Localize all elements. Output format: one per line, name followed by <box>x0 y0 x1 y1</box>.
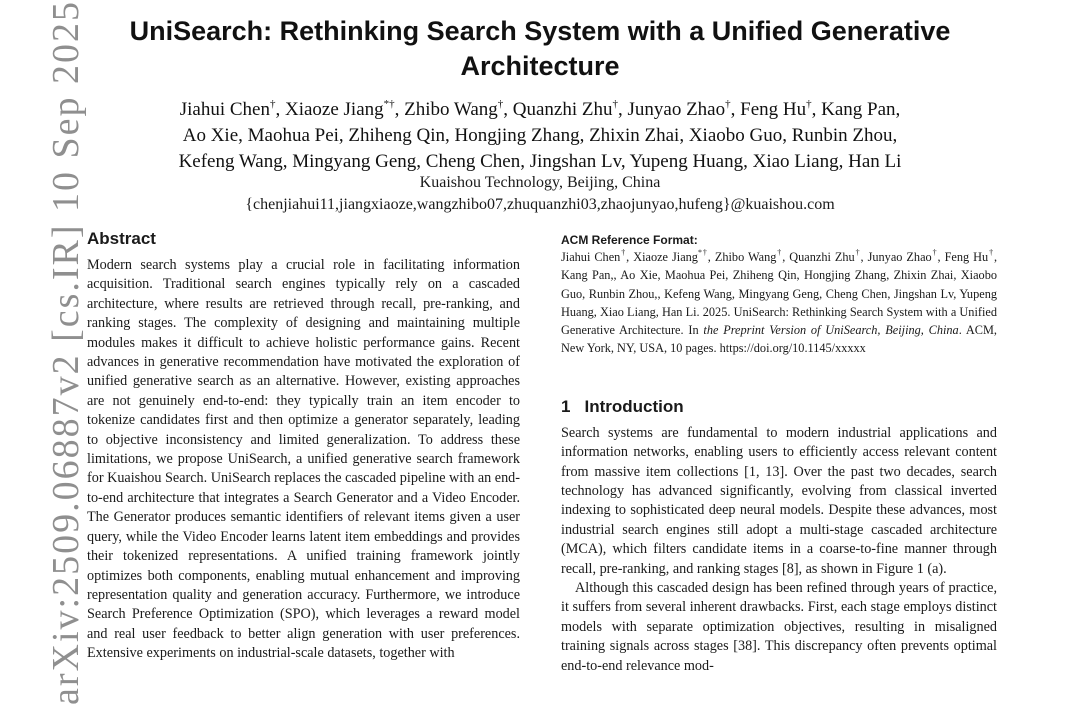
left-column <box>87 228 520 706</box>
author-name: Jiahui Chen† <box>179 98 276 120</box>
section-number: 1 <box>561 396 571 416</box>
acm-reference-heading: ACM Reference Format: <box>561 233 698 247</box>
author-name: Quanzhi Zhu† <box>512 98 618 120</box>
arxiv-identifier-text: arXiv:2509.06887v2 [cs.IR] 10 Sep 2025 <box>45 0 87 705</box>
author-footnote-mark: † <box>725 98 731 110</box>
arxiv-identifier-stamp <box>2 0 87 705</box>
author-name: Runbin Zhou <box>791 125 893 146</box>
section-title: Introduction <box>584 396 684 416</box>
author-name: Cheng Chen <box>425 151 521 172</box>
author-footnote-mark: *† <box>383 98 395 110</box>
introduction-paragraph: Search systems are fundamental to modern industrial applications and information networks, enabling users to efficiently access relevant content from massive item collections [1, 13]. Over the past two decades, search technology has advanced significantly, evolving from classical inverted indexing to sophisticated deep neural models. Despite these advances, most industrial search engines still adopt a multi-stage cascaded architecture (MCA), which filters candidate items in a coarse-to-fine manner through recall, pre-ranking, and ranking stages [8], as shown in Figure 1 (a). <box>561 424 997 577</box>
author-name: Jingshan Lv <box>529 151 621 172</box>
author-name: Kefeng Wang <box>178 151 283 172</box>
introduction-paragraph: Although this cascaded design has been refined through years of practice, it suffers from several inherent drawbacks. First, each stage employs distinct models with separate optimization objectives, resulting in misaligned training signals across stages [38]. This discrepancy often prevents optimal end-to-end relevance mod- <box>561 580 997 674</box>
author-name: Ao Xie <box>182 125 239 146</box>
author-name: Junyao Zhao† <box>627 98 731 120</box>
right-column <box>561 232 997 694</box>
author-name: Yupeng Huang <box>629 151 744 172</box>
introduction-body <box>561 424 997 694</box>
author-name: Xiaobo Guo <box>688 125 783 146</box>
author-name: Xiaoze Jiang*† <box>284 98 395 120</box>
author-footnote-mark: † <box>806 98 812 110</box>
author-name: Maohua Pei <box>247 125 339 146</box>
acm-reference-venue: the Preprint Version of UniSearch, Beijing, China <box>703 323 959 338</box>
affiliation: Kuaishou Technology, Beijing, China <box>419 174 661 191</box>
author-name: Zhiheng Qin <box>348 125 445 146</box>
author-footnote-mark: † <box>269 98 276 110</box>
abstract-heading: Abstract <box>87 229 156 248</box>
acm-reference-body <box>561 248 997 358</box>
author-list: Jiahui Chen†, Xiaoze Jiang*†, Zhibo Wang†, Quanzhi Zhu†, Junyao Zhao†, Feng Hu†, Kang Pan, Ao Xie, Maohua Pei, Zhiheng Qin, Hongjing Zhang, Zhixin Zhai, Xiaobo Guo, Runbin Zhou, Kefeng Wang, Mingyang Geng, Cheng Chen, Jingshan Lv, Yupeng Huang, Xiao Liang, Han Li <box>178 98 902 172</box>
author-name: Zhixin Zhai <box>589 125 680 146</box>
acm-reference-authors: Jiahui Chen†, Xiaoze Jiang*†, Zhibo Wang†, Quanzhi Zhu†, Junyao Zhao†, Feng Hu†, Kang Pan,, Ao Xie, Maohua Pei, Zhiheng Qin, Hongjing Zhang, Zhixin Zhai, Xiaobo Guo, Runbin Zhou,, Kefeng Wang, Mingyang Geng, Cheng Chen, Jingshan Lv, Yupeng Huang, Xiao Liang, Han Li. 2025. UniSearch: Rethinking Search System with a Unified Generative Architecture. In <box>561 248 998 338</box>
author-name: Hongjing Zhang <box>454 125 580 146</box>
author-name: Xiao Liang <box>752 151 839 172</box>
author-name: Feng Hu† <box>740 98 812 120</box>
paper-title: UniSearch: Rethinking Search System with a Unified Generative Architecture <box>129 16 951 81</box>
author-name: Han Li <box>848 151 902 172</box>
abstract-body: Modern search systems play a crucial role in facilitating information acquisition. Traditional search engines typically rely on a cascaded architecture, where results are retrieved through recall, pre-ranking, and ranking stages. The complexity of designing and maintaining multiple modules makes it difficult to achieve holistic performance gains. Recent advances in generative recommendation have motivated the exploration of unified generative search as an alternative. However, existing approaches are not genuinely end-to-end: they typically train an item encoder to tokenize candidates first and then optimize a generator separately, leading to objective inconsistency and limited generalization. To address these limitations, we propose UniSearch, a unified generative search framework for Kuaishou Search. UniSearch replaces the cascaded pipeline with an end-to-end architecture that integrates a Search Generator and a Video Encoder. The Generator produces semantic identifiers of relevant items given a user query, while the Video Encoder learns latent item embeddings and provides their tokenized representations. A unified training framework jointly optimizes both components, enabling mutual enhancement and improving representation quality and generation accuracy. Furthermore, we introduce Search Preference Optimization (SPO), which leverages a reward model and real user feedback to better align generation with user preferences. Extensive experiments on industrial-scale datasets, together with <box>87 257 520 662</box>
acm-reference-tail: . ACM, New York, NY, USA, 10 pages. https://doi.org/10.1145/xxxxx <box>561 323 997 356</box>
author-footnote-mark: † <box>497 98 504 110</box>
introduction-heading <box>561 396 997 418</box>
author-footnote-mark: † <box>612 98 618 110</box>
author-name: Mingyang Geng <box>292 151 417 172</box>
author-name: Zhibo Wang† <box>404 98 504 120</box>
author-name: Kang Pan <box>821 99 896 120</box>
author-emails: {chenjiahui11,jiangxiaoze,wangzhibo07,zhuquanzhi03,zhaojunyao,hufeng}@kuaishou.com <box>245 196 835 213</box>
